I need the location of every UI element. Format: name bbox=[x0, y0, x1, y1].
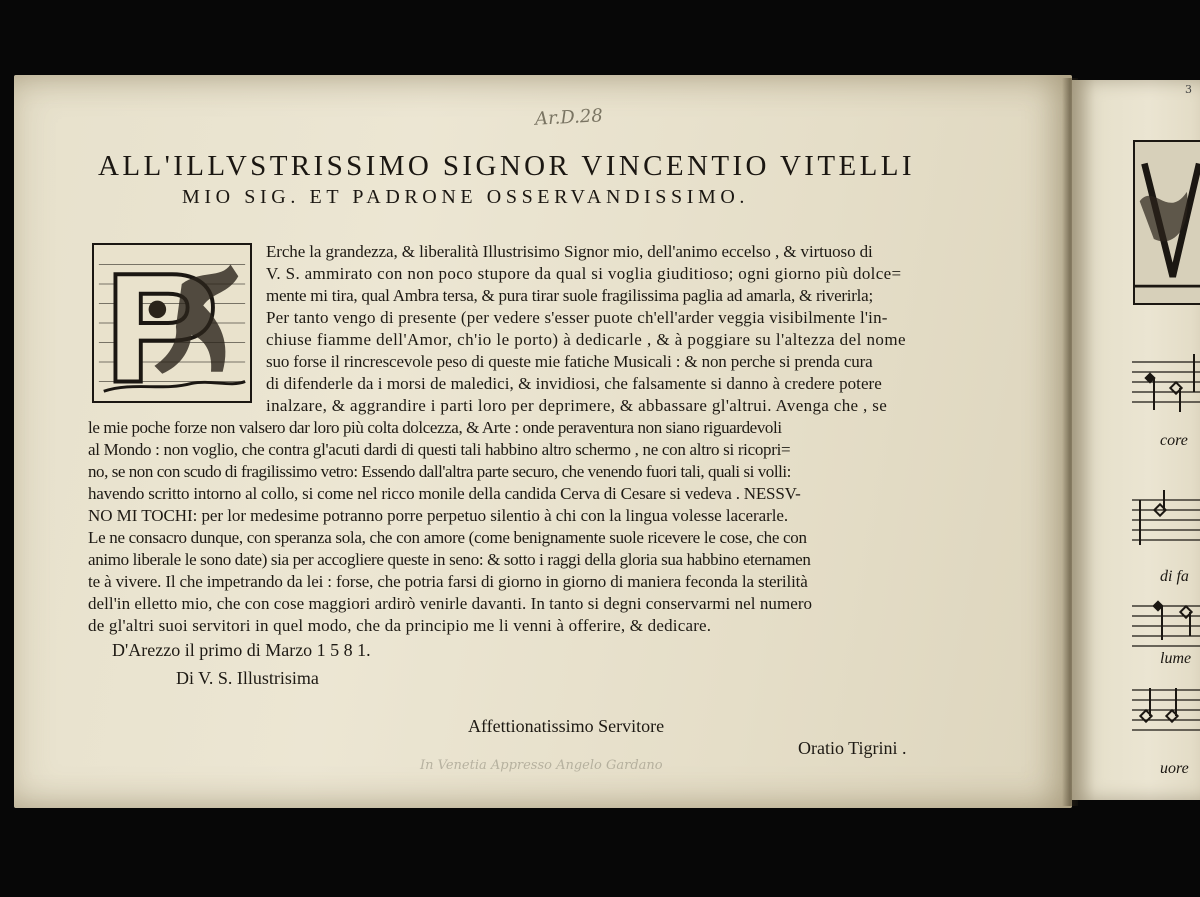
page-corner-mark: 3 bbox=[1185, 83, 1192, 96]
letter-servant: Affettionatissimo Servitore bbox=[468, 716, 665, 736]
music-staff-3 bbox=[1132, 596, 1200, 656]
body-line-5: chiuse fiamme dell'Amor, ch'io le porto) à dedicarle , & à poggiare su l'altezza del nome bbox=[266, 330, 907, 349]
body-line-3: mente mi tira, qual Ambra tersa, & pura tirar suole fragilissima paglia ad amarla, & riverirla; bbox=[266, 286, 873, 305]
dedication-heading-line1: ALL'ILLVSTRISSIMO SIGNOR VINCENTIO VITELLI bbox=[98, 150, 915, 182]
body-line-13: NO MI TOCHI: per lor medesime potranno porre perpetuo silentio à chi con la lingua volesse lacerarle. bbox=[88, 506, 789, 525]
dedication-heading-line2: MIO SIG. ET PADRONE OSSERVANDISSIMO. bbox=[182, 186, 750, 208]
body-line-17: dell'in elletto mio, che con cose maggiori ardirò venirle davanti. In tanto si degni conservarmi nel numero bbox=[88, 594, 813, 613]
body-line-16: te à vivere. Il che impetrando da lei : forse, che potria farsi di giorno in giorno di maniera feconda la sterilità bbox=[88, 572, 808, 591]
letter-salutation: Di V. S. Illustrisima bbox=[176, 668, 319, 688]
body-line-10: al Mondo : non voglio, che contra gl'acuti dardi di questi tali habbino altro schermo , ne con altro si ricopri= bbox=[88, 440, 791, 459]
lyric-4: uore bbox=[1160, 760, 1189, 777]
lyric-2: di fa bbox=[1160, 568, 1189, 585]
letter-date: D'Arezzo il primo di Marzo 1 5 8 1. bbox=[112, 640, 371, 660]
body-line-7: di difenderle da i morsi de maledici, & invidiosi, che falsamente si danno à credere potere bbox=[266, 374, 882, 393]
woodcut-initial-illustration bbox=[94, 245, 250, 401]
body-line-2: V. S. ammirato con non poco stupore da qual si voglia giuditioso; ogni giorno più dolce= bbox=[266, 264, 902, 283]
lyric-3: lume bbox=[1160, 650, 1192, 667]
music-staff-2 bbox=[1132, 490, 1200, 550]
music-staff-4 bbox=[1132, 680, 1200, 740]
body-line-12: havendo scritto intorno al collo, si come nel ricco monile della candida Cerva di Cesare si vedeva . NESSV- bbox=[88, 484, 801, 503]
right-page-woodcut bbox=[1133, 140, 1200, 305]
body-line-15: animo liberale le sono date) sia per accogliere queste in seno: & sotto i raggi della gloria sua habbino eternamen bbox=[88, 550, 811, 569]
handwritten-annotation: Ar.D.28 bbox=[534, 105, 604, 130]
music-staff-1 bbox=[1132, 352, 1200, 412]
body-line-8: inalzare, & aggrandire i parti loro per deprimere, & abbassare gl'altrui. Avenga che , se bbox=[266, 396, 888, 415]
staff-notation bbox=[1132, 352, 1200, 412]
body-line-4: Per tanto vengo di presente (per vedere s'esser puote ch'ell'arder veggia visibilmente l'in- bbox=[266, 308, 888, 327]
body-line-9: le mie poche forze non valsero dar loro più colta dolcezza, & Arte : onde peraventura non siano riguardevoli bbox=[88, 418, 782, 437]
woodcut-illustration bbox=[1135, 142, 1200, 303]
body-line-11: no, se non con scudo di fragilissimo vetro: Essendo dall'altra parte securo, che venendo fuori tali, quali si volli: bbox=[88, 462, 791, 481]
staff-notation bbox=[1132, 680, 1200, 740]
body-line-18: de gl'altri suoi servitori in quel modo, che da principio me li venni à offerire, & dedicare. bbox=[88, 616, 712, 635]
staff-notation bbox=[1132, 490, 1200, 550]
letter-signature: Oratio Tigrini . bbox=[798, 738, 907, 758]
show-through-imprint: In Venetia Appresso Angelo Gardano bbox=[420, 758, 663, 773]
body-line-1: Erche la grandezza, & liberalità Illustrisimo Signor mio, dell'animo eccelso , & virtuoso di bbox=[266, 242, 873, 261]
body-line-6: suo forse il rincrescevole peso di queste mie fatiche Musicali : & non perche si prenda cura bbox=[266, 352, 873, 371]
lyric-1: core bbox=[1160, 432, 1188, 449]
body-line-14: Le ne consacro dunque, con speranza sola, che con amore (come benignamente suole ricevere le cose, che con bbox=[88, 528, 807, 547]
staff-notation bbox=[1132, 596, 1200, 656]
decorated-initial-p bbox=[92, 243, 252, 403]
